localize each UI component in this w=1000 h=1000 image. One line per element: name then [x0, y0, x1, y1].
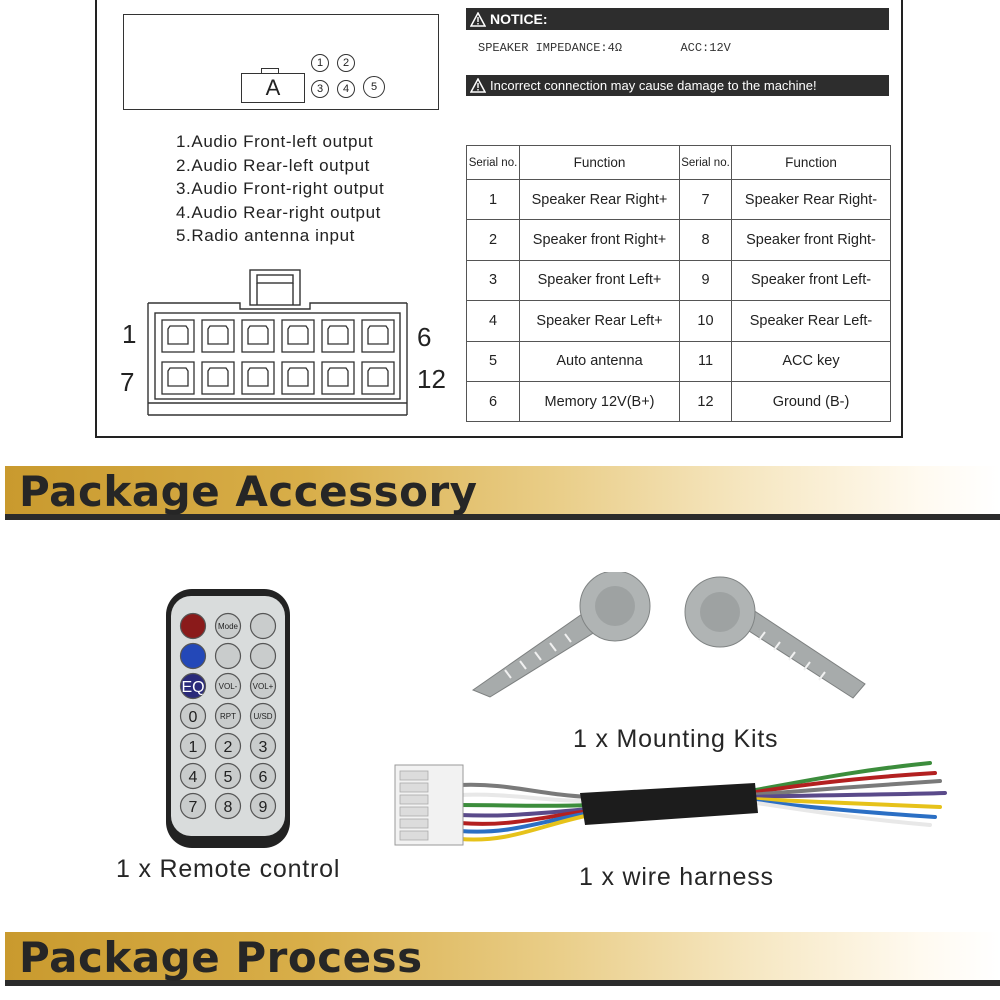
table-row [467, 180, 891, 220]
pin-function-table [466, 145, 891, 422]
output-item: 5.Radio antenna input [176, 226, 355, 245]
remote-button-label: 2 [223, 739, 233, 756]
header-function: Function [732, 146, 891, 180]
remote-button [251, 614, 276, 639]
serial-cell: 10 [680, 301, 732, 341]
remote-button-label: Mode [217, 622, 239, 631]
cavity-terminal [208, 326, 228, 344]
connector-cavity [162, 362, 194, 394]
serial-cell: 1 [467, 180, 520, 220]
notice-bar [466, 8, 889, 30]
remote-button-label: EQ [181, 679, 205, 696]
connector-cavity [242, 362, 274, 394]
row-label-7: 7 [120, 367, 135, 397]
header-serial: Serial no. [680, 146, 732, 180]
connector-cavity [282, 320, 314, 352]
acc-spec: ACC:12V [680, 41, 731, 55]
function-cell: Speaker Rear Right- [732, 180, 891, 220]
cavity-terminal [328, 326, 348, 344]
mounting-caption: 1 x Mounting Kits [573, 725, 779, 753]
function-cell: Speaker Rear Left- [732, 301, 891, 341]
function-cell: Speaker front Left+ [520, 260, 680, 300]
table-row [467, 301, 891, 341]
remote-button-label: U/SD [253, 712, 273, 721]
row-label-6: 6 [417, 322, 432, 352]
pin-4: 4 [337, 80, 355, 98]
notice-title: NOTICE: [490, 11, 548, 27]
table-header-row [467, 146, 891, 180]
connector-cavity [322, 362, 354, 394]
remote-button [251, 644, 276, 669]
cavity-terminal [208, 368, 228, 386]
remote-control-image [165, 588, 291, 850]
row-label-12: 12 [417, 364, 446, 394]
remote-button [216, 644, 241, 669]
cavity-terminal [168, 368, 188, 386]
row-label-1: 1 [122, 319, 137, 349]
remote-button-label: 0 [188, 709, 198, 726]
package-process-banner [5, 932, 1000, 988]
pin-5: 5 [363, 76, 385, 98]
serial-cell: 12 [680, 381, 732, 421]
section-title: Package Process [19, 933, 423, 982]
mounting-key-left [473, 572, 650, 697]
remote-caption: 1 x Remote control [116, 855, 341, 883]
warning-icon [470, 78, 486, 93]
serial-cell: 7 [680, 180, 732, 220]
cavity-terminal [288, 368, 308, 386]
notice-specs [478, 41, 731, 55]
function-cell: Speaker Rear Left+ [520, 301, 680, 341]
pin-2: 2 [337, 54, 355, 72]
remote-button-label: 9 [258, 799, 268, 816]
remote-button [181, 644, 206, 669]
function-cell: Speaker Rear Right+ [520, 180, 680, 220]
function-cell: ACC key [732, 341, 891, 381]
output-item: 4.Audio Rear-right output [176, 202, 381, 222]
connector-cavity [162, 320, 194, 352]
connector-cavity [202, 320, 234, 352]
serial-cell: 5 [467, 341, 520, 381]
connector-cavity [362, 320, 394, 352]
mounting-key-right [685, 577, 865, 698]
serial-cell: 11 [680, 341, 732, 381]
remote-button-label: 8 [223, 799, 233, 816]
remote-button-label: VOL- [218, 682, 238, 691]
serial-cell: 2 [467, 220, 520, 260]
connector-cavity [202, 362, 234, 394]
serial-cell: 3 [467, 260, 520, 300]
remote-button-label: 7 [188, 799, 198, 816]
cavity-terminal [248, 326, 268, 344]
section-title: Package Accessory [19, 467, 478, 516]
remote-button-label: 5 [223, 769, 233, 786]
serial-cell: 9 [680, 260, 732, 300]
remote-button [181, 614, 206, 639]
connector-cavity [362, 362, 394, 394]
output-item: 2.Audio Rear-left output [176, 155, 370, 175]
warning-bar [466, 75, 889, 96]
warning-text: Incorrect connection may cause damage to the machine! [490, 78, 817, 93]
cavity-terminal [288, 326, 308, 344]
connector-cavity [322, 320, 354, 352]
output-item: 3.Audio Front-right output [176, 179, 385, 198]
mounting-kits-image [465, 572, 870, 707]
connector-a-output-list [176, 130, 384, 248]
function-cell: Auto antenna [520, 341, 680, 381]
cavity-terminal [368, 326, 388, 344]
connector-cavity [282, 362, 314, 394]
header-serial: Serial no. [467, 146, 520, 180]
harness-caption: 1 x wire harness [579, 863, 774, 891]
package-accessory-banner [5, 466, 1000, 522]
cavity-terminal [248, 368, 268, 386]
table-row [467, 341, 891, 381]
function-cell: Ground (B-) [732, 381, 891, 421]
table-row [467, 220, 891, 260]
function-cell: Speaker front Right+ [520, 220, 680, 260]
header-function: Function [520, 146, 680, 180]
remote-button-label: VOL+ [252, 682, 274, 691]
warning-icon [470, 12, 486, 27]
output-item: 1.Audio Front-left output [176, 132, 374, 151]
remote-button-label: 4 [188, 769, 198, 786]
remote-button-label: RPT [220, 712, 236, 721]
connector-cavity [242, 320, 274, 352]
wire-harness-image [390, 755, 965, 855]
function-cell: Speaker front Left- [732, 260, 891, 300]
remote-button-label: 6 [258, 769, 268, 786]
connector-a-label: A [241, 73, 305, 103]
remote-button-label: 1 [188, 739, 198, 756]
table-row [467, 260, 891, 300]
impedance-spec: SPEAKER IMPEDANCE:4Ω [478, 41, 623, 55]
twelve-pin-connector [140, 265, 415, 417]
pin-1: 1 [311, 54, 329, 72]
serial-cell: 8 [680, 220, 732, 260]
function-cell: Speaker front Right- [732, 220, 891, 260]
serial-cell: 4 [467, 301, 520, 341]
function-cell: Memory 12V(B+) [520, 381, 680, 421]
cavity-terminal [368, 368, 388, 386]
remote-button-label: 3 [258, 739, 268, 756]
pin-3: 3 [311, 80, 329, 98]
cavity-terminal [328, 368, 348, 386]
cavity-terminal [168, 326, 188, 344]
table-row [467, 381, 891, 421]
serial-cell: 6 [467, 381, 520, 421]
